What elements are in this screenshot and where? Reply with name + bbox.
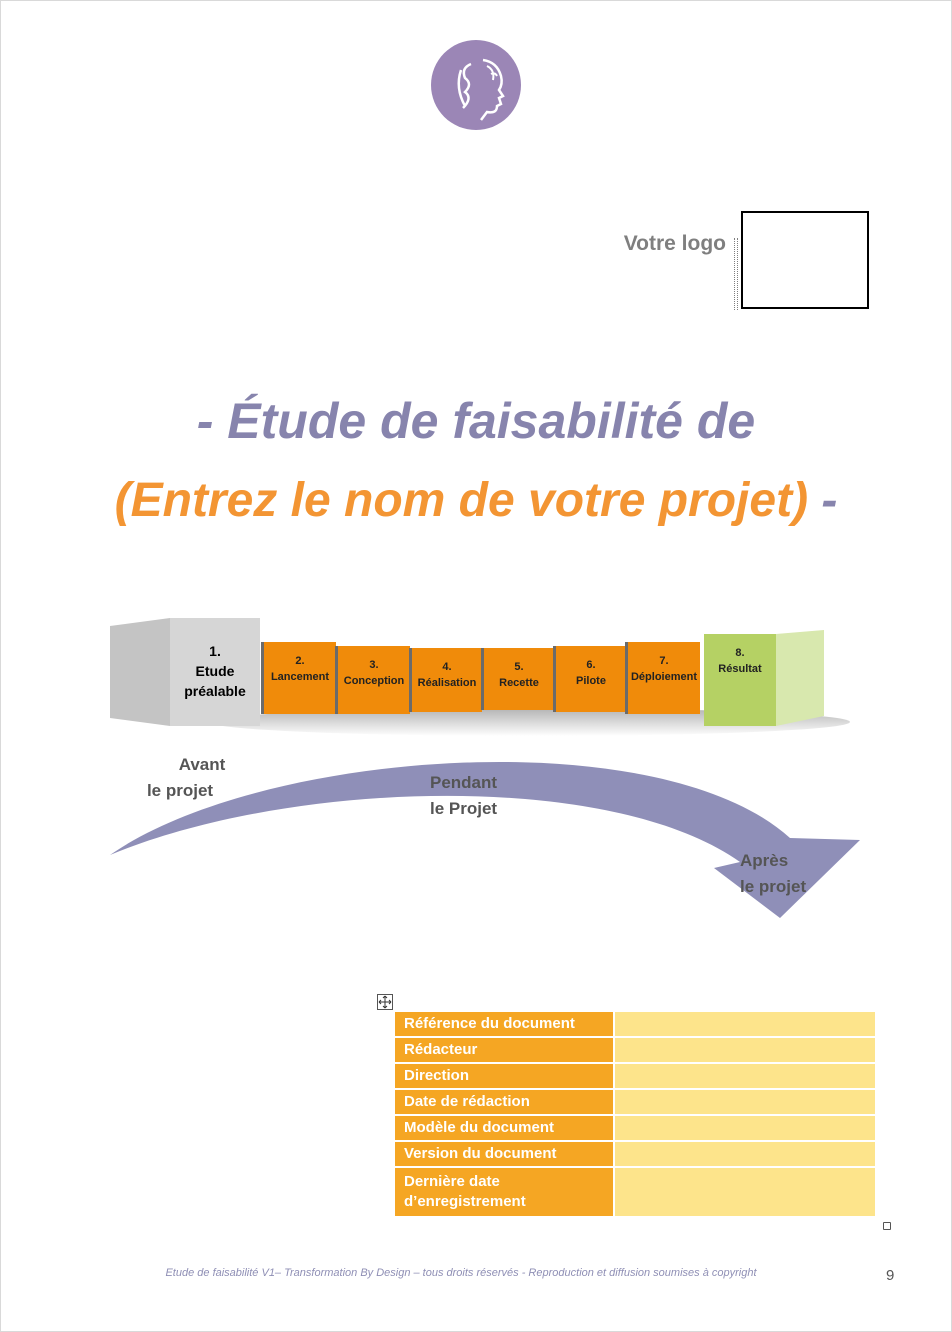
step-2	[261, 642, 336, 714]
row-value-template[interactable]	[615, 1116, 875, 1140]
step-number: 8.	[735, 647, 745, 659]
step-label: Réalisation	[417, 677, 477, 689]
step-label: Déploiement	[630, 671, 698, 683]
title-dash: -	[808, 474, 838, 527]
step-number: 2.	[295, 655, 305, 667]
step-edge	[335, 646, 338, 714]
table-row	[395, 1116, 875, 1140]
table-row	[395, 1064, 875, 1088]
table-row	[395, 1168, 875, 1216]
project-name-placeholder: (Entrez le nom de votre projet)	[114, 474, 809, 527]
step-label: Résultat	[718, 663, 762, 675]
footer-copyright: Etude de faisabilité V1– Transformation By Design – tous droits réservés - Reproduction et diffusion soumises à copyright	[165, 1267, 757, 1279]
logo-placeholder-box[interactable]	[741, 211, 869, 309]
step-edge	[553, 646, 556, 712]
phase-label-2: le Projet	[430, 799, 498, 818]
table-move-handle-icon[interactable]	[377, 994, 393, 1010]
step-edge	[481, 648, 484, 710]
row-label-template: Modèle du document	[395, 1116, 613, 1140]
step-number: 7.	[659, 655, 669, 667]
step-label: Pilote	[576, 675, 606, 687]
table-resize-handle[interactable]	[883, 1222, 891, 1230]
page-number: 9	[886, 1267, 895, 1284]
row-label-author: Rédacteur	[395, 1038, 613, 1062]
step-label: Etude	[195, 663, 235, 679]
document-info-table	[393, 1010, 877, 1218]
row-value-version[interactable]	[615, 1142, 875, 1166]
step-number: 4.	[442, 661, 452, 673]
row-value-date[interactable]	[615, 1090, 875, 1114]
step-4	[409, 648, 482, 712]
step-label: Lancement	[270, 671, 330, 683]
phase-label-3: le projet	[740, 877, 807, 896]
row-label-date: Date de rédaction	[395, 1090, 613, 1114]
step-1	[110, 618, 260, 726]
logo-separator	[734, 238, 738, 310]
step-6	[553, 646, 626, 712]
step-number: 3.	[369, 659, 379, 671]
step-edge	[625, 642, 628, 714]
phase-label-1: le projet	[146, 781, 214, 800]
phase-label-3: Après	[740, 851, 789, 870]
title-line1: - Étude de faisabilité de	[196, 393, 756, 449]
table-row	[395, 1012, 875, 1036]
table-row	[395, 1038, 875, 1062]
step-label: Conception	[343, 675, 405, 687]
step-label: préalable	[184, 683, 246, 699]
row-value-last-saved[interactable]	[615, 1168, 875, 1216]
table-row	[395, 1090, 875, 1114]
row-value-direction[interactable]	[615, 1064, 875, 1088]
step-1-side	[110, 618, 170, 726]
row-label-reference: Référence du document	[395, 1012, 613, 1036]
row-value-author[interactable]	[615, 1038, 875, 1062]
step-number: 6.	[586, 659, 596, 671]
step-7	[625, 642, 700, 714]
logo-placeholder-label: Votre logo	[623, 232, 726, 255]
step-number: 5.	[514, 661, 524, 673]
project-steps-diagram	[100, 600, 870, 930]
table-row	[395, 1142, 875, 1166]
phase-label-1: Avant	[178, 755, 226, 774]
step-8-side	[776, 630, 824, 726]
step-3	[335, 646, 410, 714]
row-label-direction: Direction	[395, 1064, 613, 1088]
row-label-version: Version du document	[395, 1142, 613, 1166]
profile-face-icon	[431, 40, 521, 130]
title-line2[interactable]	[0, 473, 952, 528]
step-label: Recette	[499, 677, 539, 689]
row-label-last-saved: Dernière date d’enregistrement	[395, 1168, 613, 1216]
brand-logo	[431, 40, 521, 130]
step-8	[704, 630, 824, 726]
step-number: 1.	[209, 643, 221, 659]
phase-label-2: Pendant	[430, 773, 498, 792]
row-value-reference[interactable]	[615, 1012, 875, 1036]
step-5	[481, 648, 554, 710]
step-edge	[409, 648, 412, 712]
step-edge	[261, 642, 264, 714]
